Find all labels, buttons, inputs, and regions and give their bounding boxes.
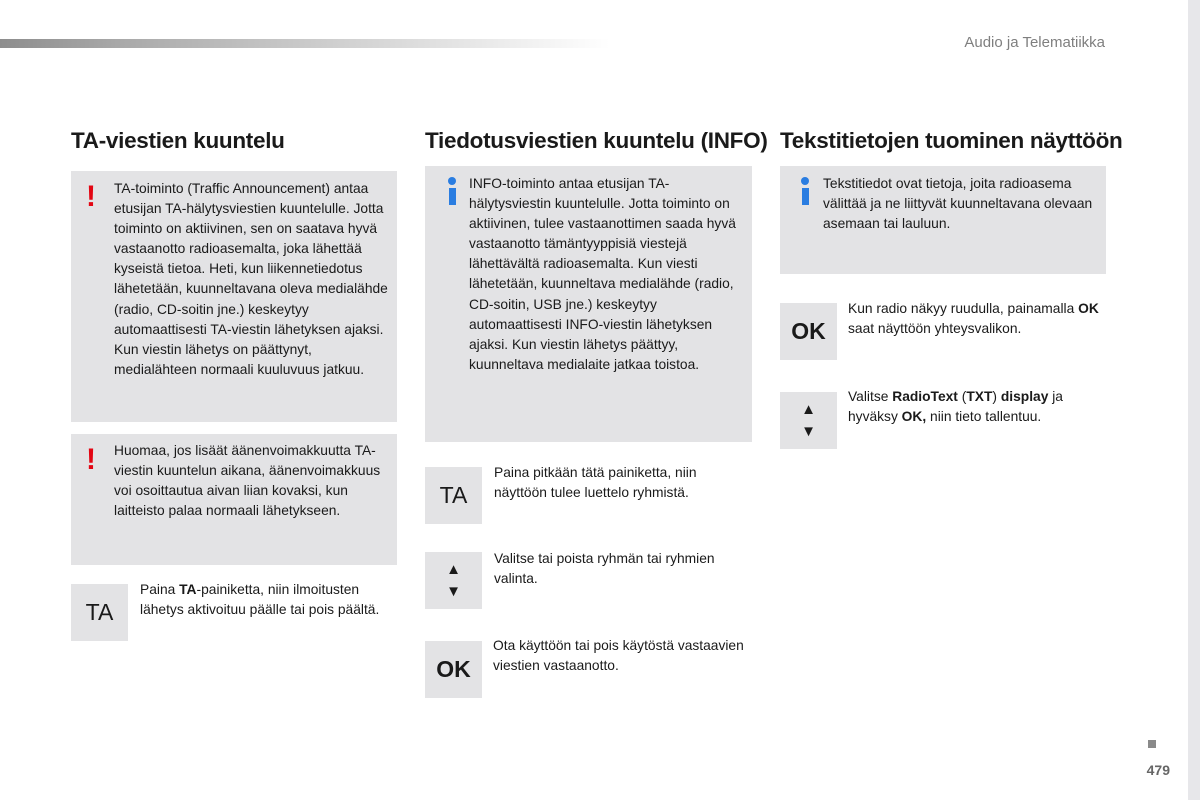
text-info-box-text: Tekstitiedot ovat tietoja, joita radioasema välittää ja ne liittyvät kuunneltavana olevaan asemaan tai lauluun. (823, 176, 1093, 232)
column-ta-title: TA-viestien kuuntelu (71, 128, 285, 153)
column-text (780, 128, 1123, 154)
info-icon (447, 177, 456, 205)
info-icon (800, 177, 809, 205)
exclamation-icon: ! (86, 443, 96, 476)
page-edge-stripe (1188, 0, 1200, 800)
exclamation-icon: ! (86, 180, 96, 213)
ok-context-menu-description: Kun radio näkyy ruudulla, painamalla OK saat näyttöön yhteysvalikon. (848, 301, 1099, 337)
ta-warning-text: TA-toiminto (Traffic Announcement) antaa etusijan TA-hälytysviestien kuuntelulle. Jotta toiminto on aktiivinen, sen on saatava hyvä vastaanotto radioasemalta, joka lähettää kyseistä tietoa. Heti, kun liikennetiedotus lähetetään, kuunneltavana oleva medialähde (radio, CD-soitin jne.) keskeytyy automaattisesti TA-viestin lähetyksen ajaksi. Kun viestin lähetys on päättynyt, medialähteen normaali kuuluvuus jatkuu. (114, 181, 388, 377)
section-label: Audio ja Telematiikka (964, 34, 1105, 51)
ta-button-description: Paina TA-painiketta, niin ilmoitusten lähetys aktivoituu päälle tai pois päältä. (140, 582, 380, 618)
arrow-down-icon: ▼ (446, 582, 461, 600)
info-box-text: INFO-toiminto antaa etusijan TA-hälytysviestin kuuntelulle. Jotta toiminto on aktiivinen, tulee vastaanottimen saada hyvä vastaanotto tämäntyyppisiä viestejä lähettävältä radioasemalta. Kun viesti lähetetään, kuunneltava medialähde (radio, CD-soitin, USB jne.) keskeytyy automaattisesti INFO-viestin lähetyksen ajaksi. Kun viestin lähetys päättyy, kuunneltava medialaite jatkaa toistoa. (469, 176, 736, 372)
up-down-arrows-button[interactable] (780, 392, 837, 449)
page-number: 479 (1146, 762, 1170, 778)
volume-warning-text: Huomaa, jos lisäät äänenvoimakkuutta TA-viestin kuuntelun aikana, äänenvoimakkuus voi osoittautua aivan liian kovaksi, kun laitteisto palaa normaali lähetykseen. (114, 443, 381, 519)
ta-long-press-description: Paina pitkään tätä painiketta, niin näyttöön tulee luettelo ryhmistä. (494, 465, 697, 501)
arrow-up-icon: ▲ (446, 560, 461, 578)
ok-button[interactable]: OK (780, 303, 837, 360)
column-info-title: Tiedotusviestien kuuntelu (INFO) (425, 128, 768, 153)
radiotext-description: Valitse RadioText (TXT) display ja hyväksy OK, niin tieto tallentuu. (848, 389, 1063, 425)
column-text-title: Tekstitietojen tuominen näyttöön (780, 128, 1123, 153)
page-marker (1148, 740, 1156, 748)
column-info (425, 128, 768, 154)
header-gradient-bar (0, 39, 610, 48)
arrow-up-icon: ▲ (801, 400, 816, 418)
ok-button[interactable]: OK (425, 641, 482, 698)
group-select-description: Valitse tai poista ryhmän tai ryhmien valinta. (494, 551, 715, 587)
up-down-arrows-button[interactable] (425, 552, 482, 609)
ta-button[interactable]: TA (71, 584, 128, 641)
ta-button-long-press[interactable]: TA (425, 467, 482, 524)
ok-description: Ota käyttöön tai pois käytöstä vastaavien viestien vastaanotto. (493, 638, 744, 674)
arrow-down-icon: ▼ (801, 422, 816, 440)
column-ta (71, 128, 398, 154)
